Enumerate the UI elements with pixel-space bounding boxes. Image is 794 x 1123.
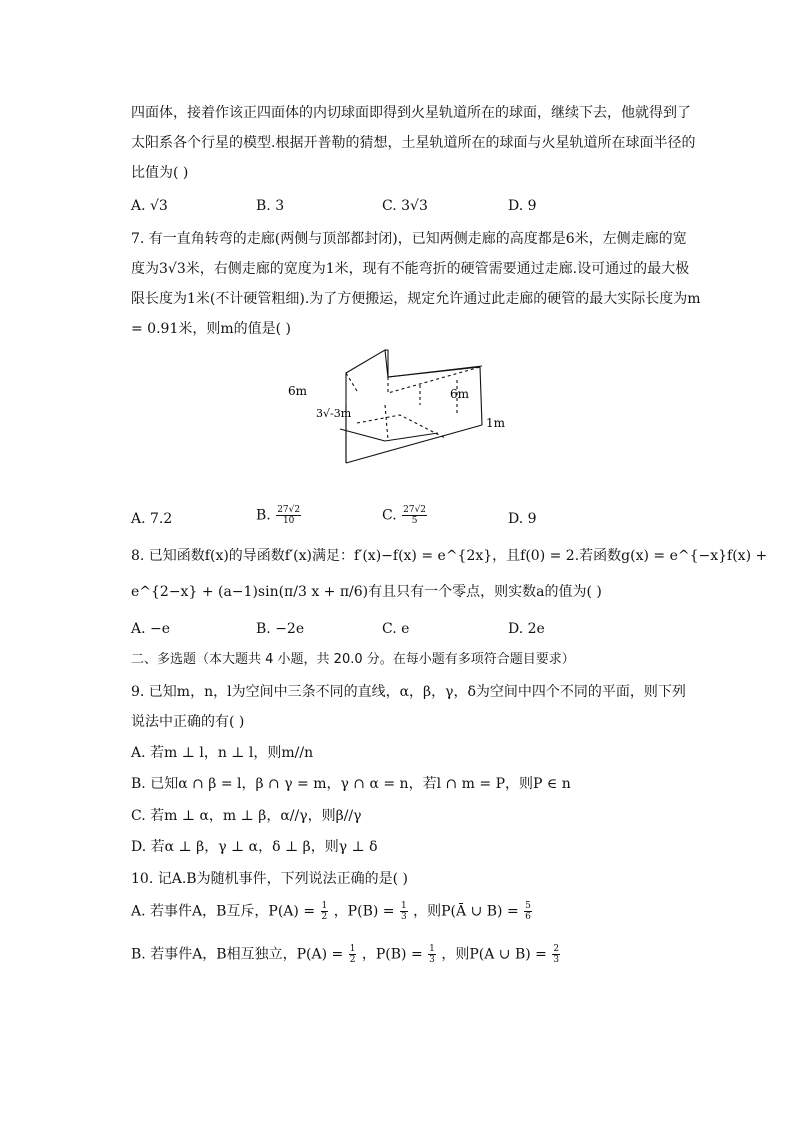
q6-option-d: D. 9 — [508, 198, 537, 214]
q10-option-b: B. 若事件A，B相互独立，P(A) = $\frac{1}{2}$ ，P(B) = $\frac{1}{3}$ ，则P(A ∪ B) = $\frac{2}{3}$ — [131, 944, 560, 965]
q9-option-d: D. 若α ⊥ β，γ ⊥ α，δ ⊥ β，则γ ⊥ δ — [131, 839, 378, 855]
q9-text-line2: 说法中正确的有( ) — [131, 714, 245, 730]
q8-text-line2: e^{2−x} + (a−1)sin(π/3 x + π/6)有且只有一个零点，则实数a的值为( ) — [131, 584, 602, 600]
q8-option-b: B. −2e — [256, 621, 305, 637]
q7-text-line1: 7. 有一直角转弯的走廊(两侧与顶部都封闭)，已知两侧走廊的高度都是6米，左侧走廊的宽 — [131, 231, 687, 247]
label-left-height: 6m — [288, 384, 308, 398]
q7-option-d: D. 9 — [508, 511, 537, 527]
label-right-width: 1m — [486, 416, 506, 430]
q8-option-a: A. −e — [131, 621, 171, 637]
q10-option-a: A. 若事件A，B互斥，P(A) = $\frac{1}{2}$ ，P(B) = $\frac{1}{3}$ ，则P(Ā ∪ B) = $\frac{5}{6}$ — [131, 901, 531, 922]
label-right-height: 6m — [450, 387, 470, 401]
q9-option-b: B. 已知α ∩ β = l，β ∩ γ = m，γ ∩ α = n，若l ∩ m = P，则P ∈ n — [131, 776, 571, 792]
q6-text-line2: 太阳系各个行星的模型.根据开普勒的猜想，土星轨道所在的球面与火星轨道所在球面半径的 — [131, 135, 696, 151]
q7-text-line2: 度为3√3米，右侧走廊的宽度为1米，现有不能弯折的硬管需要通过走廊.设可通过的最大极 — [131, 261, 690, 277]
q7-text-line3: 限长度为1米(不计硬管粗细).为了方便搬运，规定允许通过此走廊的硬管的最大实际长度为m — [131, 291, 701, 307]
q7-option-b: B. $\frac{27√2}{10}$ — [256, 505, 301, 526]
q8-option-c: C. e — [382, 621, 410, 637]
q6-text-line3: 比值为( ) — [131, 165, 189, 181]
q7-text-line4: = 0.91米，则m的值是( ) — [131, 321, 292, 337]
q6-option-a: A. √3 — [131, 198, 168, 214]
section-header-multiple-choice: 二、多选题（本大题共 4 小题，共 20.0 分。在每小题有多项符合题目要求） — [131, 652, 575, 667]
corridor-figure — [280, 345, 510, 470]
q8-text-line1: 8. 已知函数f(x)的导函数f′(x)满足：f′(x)−f(x) = e^{2x}，且f(0) = 2.若函数g(x) = e^{−x}f(x) + — [131, 548, 768, 564]
q9-option-a: A. 若m ⊥ l，n ⊥ l，则m//n — [131, 745, 314, 761]
q8-option-d: D. 2e — [508, 621, 545, 637]
q6-option-c: C. 3√3 — [382, 198, 428, 214]
q6-text-line1: 四面体，接着作该正四面体的内切球面即得到火星轨道所在的球面，继续下去，他就得到了 — [131, 105, 691, 121]
q9-option-c: C. 若m ⊥ α，m ⊥ β，α//γ，则β//γ — [131, 808, 362, 824]
q6-option-b: B. 3 — [256, 198, 285, 214]
q9-text-line1: 9. 已知m，n，l为空间中三条不同的直线，α，β，γ，δ为空间中四个不同的平面，则下列 — [131, 684, 686, 700]
label-left-width: 3√-3m — [316, 407, 352, 420]
q7-option-a: A. 7.2 — [131, 511, 173, 527]
q10-text-line1: 10. 记A.B为随机事件，下列说法正确的是( ) — [131, 871, 408, 887]
q7-option-c: C. $\frac{27√2}{5}$ — [382, 505, 427, 526]
